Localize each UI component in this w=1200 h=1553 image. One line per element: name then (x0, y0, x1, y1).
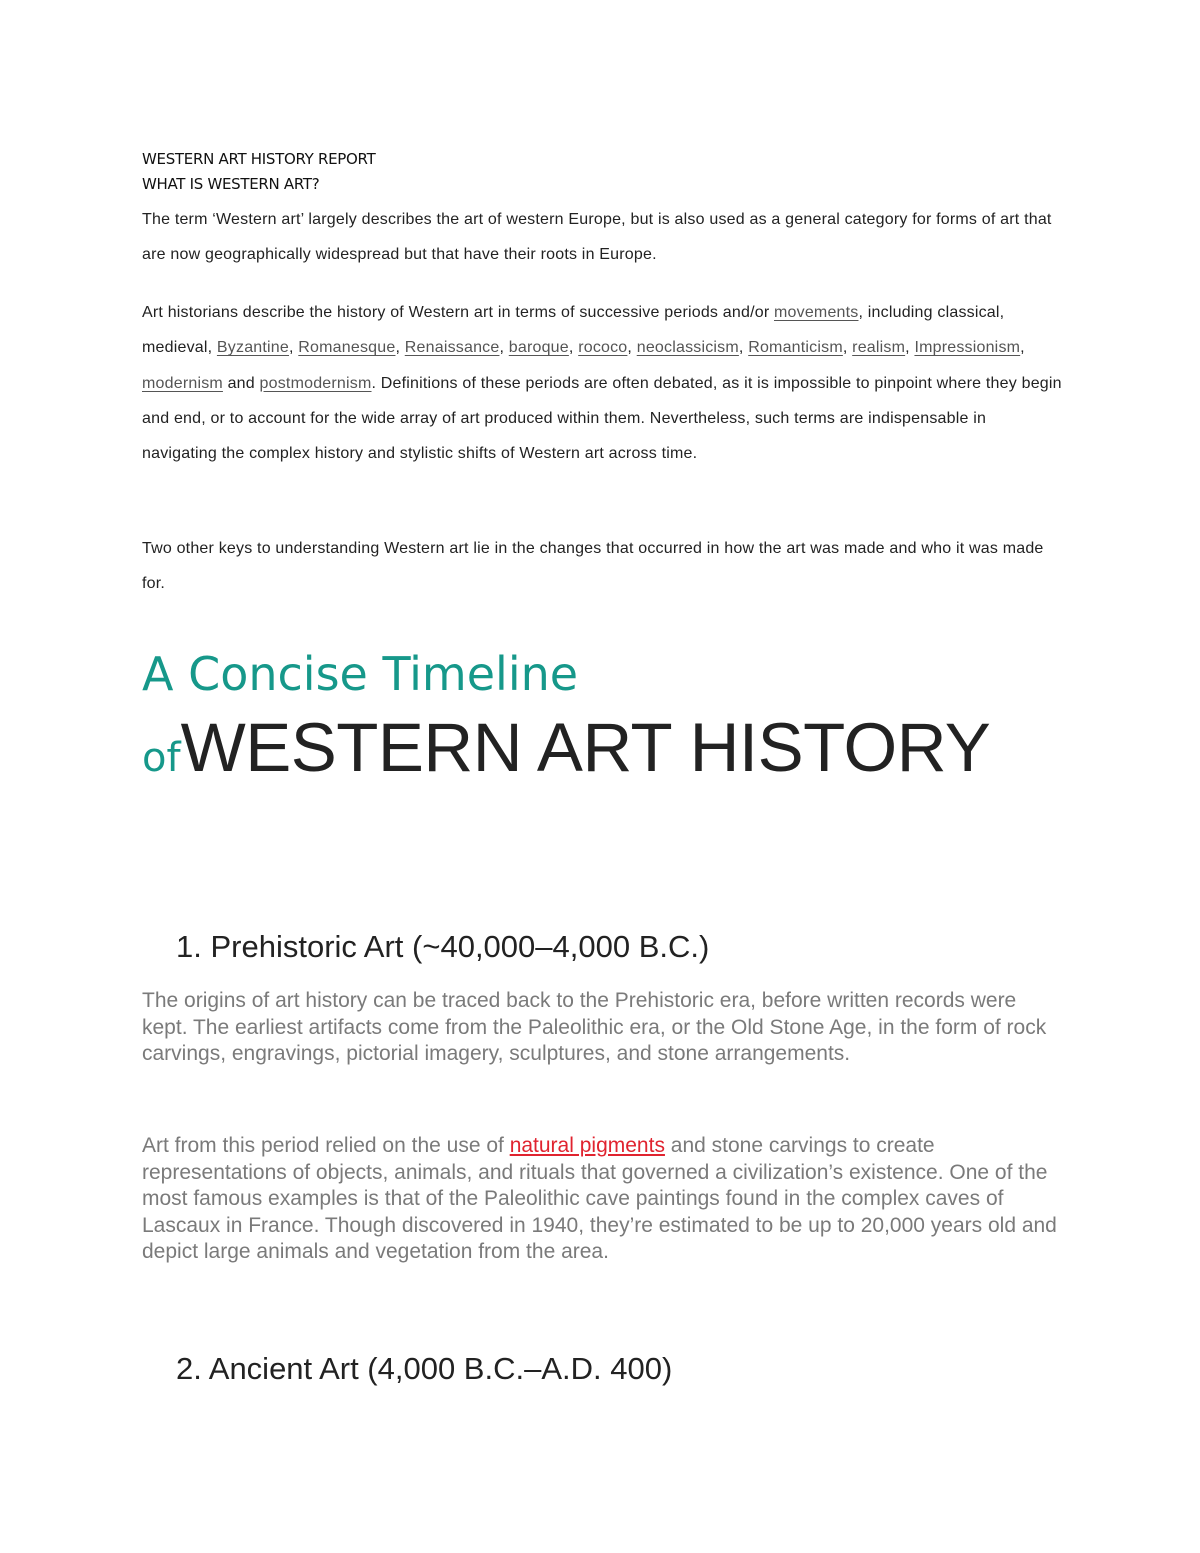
link-movements[interactable]: movements (774, 304, 859, 321)
separator: , (905, 339, 915, 357)
timeline-heading: A Concise Timeline (142, 647, 579, 701)
prehistoric-paragraph-2 (142, 1133, 1062, 1266)
p2-text-end: . Definitions of these periods are often debated, as it is impossible to pinpoint where they begin and end, or to account for the wide array of art produced within them. Nevertheless, such terms are indispensable in navigating the complex history and stylistic shifts of Western art across time. (142, 374, 1062, 463)
intro-paragraph-2 (142, 295, 1062, 471)
big-title (142, 706, 1062, 800)
link-postmodernism[interactable]: postmodernism (259, 374, 372, 392)
intro-paragraph-1: The term ‘Western art’ largely describes the art of western Europe, but is also used as a general category for forms of art that are now geographically widespread but that have their roots in Europe. (142, 211, 1052, 264)
intro-paragraph-3: Two other keys to understanding Western art lie in the changes that occurred in how the art was made and who it was made for. (142, 540, 1044, 593)
p2-text-medieval: medieval, (142, 339, 217, 357)
section-title: Ancient Art (4,000 B.C.–A.D. 400) (201, 1351, 673, 1386)
para2-end: and stone carvings to create representations of objects, animals, and rituals that governed a civilization’s existence. One of the most famous examples is that of the Paleolithic cave paintings found in the complex caves of Lascaux in France. Though discovered in 1940, they’re estimated to be up to 20,000 years old and depict large animals and vegetation from the area. (142, 1134, 1057, 1263)
separator: , (738, 339, 749, 357)
section-number: 1. (176, 929, 202, 964)
section-heading-ancient (176, 1349, 672, 1389)
p2-text-start: Art historians describe the history of Western art in terms of successive periods and/or (142, 304, 774, 321)
report-title: WESTERN ART HISTORY REPORT (142, 150, 376, 168)
link-realism[interactable]: realism (852, 339, 906, 357)
separator: , (1020, 339, 1025, 357)
separator: , (289, 339, 299, 357)
prehistoric-paragraph-1: The origins of art history can be traced back to the Prehistoric era, before written records were kept. The earliest artifacts come from the Paleolithic era, or the Old Stone Age, in the form of rock carvings, engravings, pictorial imagery, sculptures, and stone arrangements. (142, 989, 1047, 1065)
separator: , (568, 339, 579, 357)
link-neoclassicism[interactable]: neoclassicism (636, 339, 739, 357)
separator: , (627, 339, 637, 357)
link-romanesque[interactable]: Romanesque (298, 339, 396, 357)
para2-start: Art from this period relied on the use of (142, 1134, 510, 1157)
and-word: and (222, 374, 260, 392)
separator: , (842, 339, 853, 357)
section-number: 2. (176, 1351, 202, 1386)
link-modernism[interactable]: modernism (142, 374, 223, 392)
link-byzantine[interactable]: Byzantine (216, 339, 289, 357)
section-title: Prehistoric Art (~40,000–4,000 B.C.) (201, 929, 710, 964)
section-heading-prehistoric (176, 927, 709, 967)
link-renaissance[interactable]: Renaissance (404, 339, 500, 357)
separator: , (395, 339, 405, 357)
link-romanticism[interactable]: Romanticism (748, 339, 843, 357)
link-impressionism[interactable]: Impressionism (914, 339, 1021, 357)
big-title-text: WESTERN ART HISTORY (180, 709, 991, 786)
p2-text-classical: , including classical, (858, 304, 1005, 321)
link-baroque[interactable]: baroque (508, 339, 569, 357)
of-word: of (142, 735, 181, 781)
separator: , (499, 339, 509, 357)
link-natural-pigments[interactable]: natural pigments (509, 1134, 665, 1157)
link-rococo[interactable]: rococo (578, 339, 628, 357)
report-subtitle: WHAT IS WESTERN ART? (142, 175, 320, 193)
